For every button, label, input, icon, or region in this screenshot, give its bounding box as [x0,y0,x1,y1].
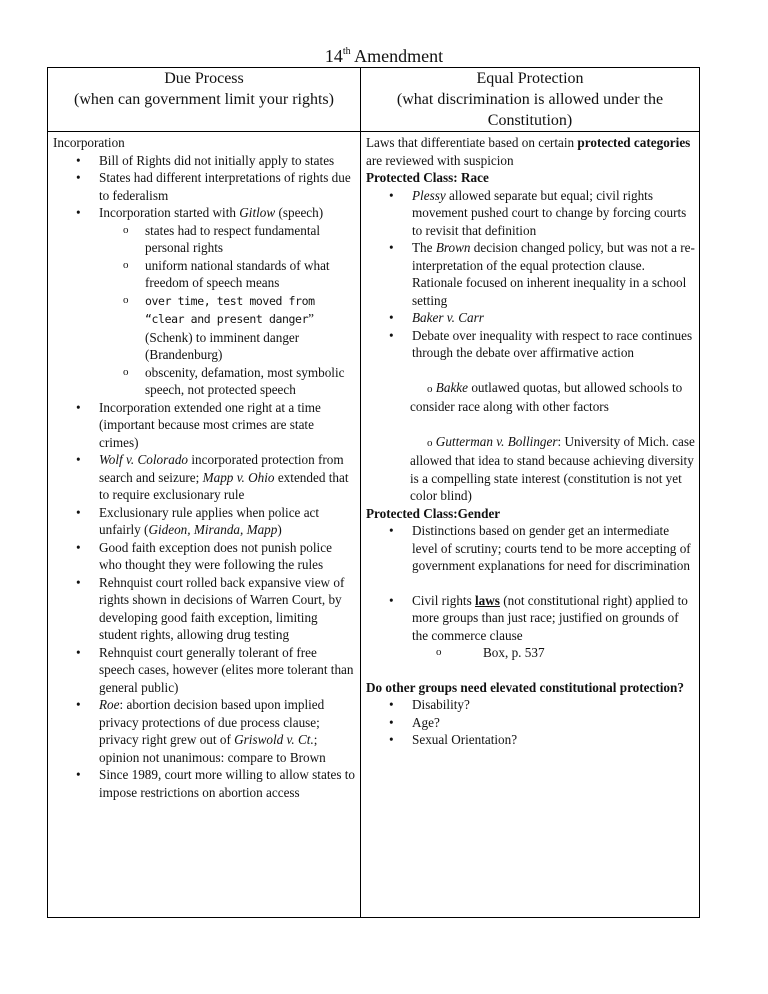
bakke-item: o Bakke outlawed quotas, but allowed schools to consider race along with other factors [410,379,683,414]
title-superscript: th [342,46,351,57]
list-item [366,696,695,714]
due-process-column [48,132,361,918]
sub-item [53,364,356,399]
item-text: Exclusionary rule applies when police act unfairly ( [99,504,320,537]
item-text: over time, test moved from “clear and present danger [145,293,315,326]
item-text: uniform national standards of what freedom of speech means [145,257,330,290]
gender-list [366,522,695,575]
item-text: obscenity, defamation, most symbolic speech, not protected speech [145,364,345,397]
item-text: Good faith exception does not punish police who thought they were following the rules [99,539,332,572]
list-item [366,239,695,309]
question-heading [366,679,695,697]
gitlow-sublist [53,222,356,399]
item-text: allowed separate but equal; civil rights movement pushed court to change by forcing courts to revisit that definition [412,187,687,238]
list-item [53,696,356,766]
item-text: ; opinion not unanimous: compare to Brown [99,732,326,765]
item-text: Laws that differentiate based on certain [366,135,578,150]
item-text: Since 1989, court more willing to allow states to impose restrictions on abortion access [99,767,356,800]
case-name: Baker v. Carr [412,310,484,325]
item-text: ” (Schenk) to imminent danger (Brandenburg) [145,311,314,362]
content-row [48,132,700,918]
title-text: Amendment [350,46,444,66]
item-text: ) [277,522,282,537]
sub-item [53,292,356,364]
item-text: incorporated protection from search and seizure; [99,452,344,485]
item-text: are reviewed with suspicion [366,152,514,168]
item-text: Rehnquist court generally tolerant of free speech cases, however (elites more tolerant than general public) [99,644,354,695]
item-text: Incorporation started with [99,205,240,220]
list-item [366,309,695,327]
item-text: : abortion decision based upon implied privacy protections of due process clause; privacy right grew out of [99,697,325,747]
due-process-list [53,152,356,802]
header-row [48,68,700,132]
title-number: 14 [324,46,343,66]
list-item [53,399,356,452]
item-text: Rehnquist court rolled back expansive view of rights shown in decisions of Warren Court, by developing good faith exception, limiting student rights, allowing drug testing [99,574,345,642]
page-title [0,44,768,68]
case-name: Roe [99,697,120,712]
item-text: Debate over inequality with respect to race continues through the debate over affirmative action [412,327,693,360]
list-item [53,539,356,574]
race-heading [366,169,695,187]
list-item [366,187,695,240]
list-item [53,169,356,204]
case-name: Griswold v. Ct. [234,732,314,747]
incorporation-heading: Incorporation [53,135,125,150]
race-list [366,187,695,362]
equal-protection-title: Equal Protection [476,70,584,87]
item-text: Age? [412,714,440,730]
civil-rights-list [366,592,695,662]
item-text: decision changed policy, but was not a re-interpretation of the equal protection clause. Rationale focused on inherent inequality in a school setting [412,240,695,308]
sub-item [53,222,356,257]
item-text: (speech) [275,205,324,220]
sub-item [366,644,695,662]
question-list [366,696,695,749]
bold-term: protected categories [577,135,691,150]
case-name: Gitlow [239,205,276,220]
item-text: Distinctions based on gender get an intermediate level of scrutiny; courts tend to be more accepting of government explanations for need for discrimination [412,523,691,573]
list-item [366,327,695,362]
case-name: Gutterman v. Bollinger [435,433,558,449]
list-item [366,731,695,749]
section-heading: Protected Class: Race [366,170,489,185]
list-item [53,152,356,170]
sub-item [53,257,356,292]
list-item [53,644,356,697]
item-text: extended that to require exclusionary rule [99,469,349,502]
due-process-subtitle: (when can government limit your rights) [74,91,334,108]
case-name: Bakke [435,379,469,395]
item-text: Civil rights [412,592,476,608]
due-process-title: Due Process [164,70,244,87]
citation: Box, p. 537 [483,645,545,660]
item-text: : University of Mich. case allowed that idea to stand because achieving diversity is a compelling state interest (constitution is not yet color blind) [410,433,695,503]
equal-protection-column [361,132,700,918]
case-name: Gideon, Miranda, Mapp [148,522,278,537]
amendment-table [47,67,700,918]
item-text: Incorporation extended one right at a time (important because most crimes are state crimes) [99,399,321,450]
case-name: Wolf v. Colorado [99,452,189,467]
intro-text [366,134,695,169]
item-text: The [412,240,436,255]
section-heading: Do other groups need elevated constitutional protection? [366,679,684,695]
box-sublist [366,644,695,662]
case-name: Brown [435,240,471,255]
list-item [53,204,356,399]
case-name: Plessy [412,187,446,203]
item-text: States had different interpretations of rights due to federalism [99,170,351,203]
case-name: Mapp v. Ohio [202,469,275,485]
equal-protection-header [361,68,700,132]
gender-heading [366,505,695,523]
item-text: (not constitutional right) applied to more groups than just race; justified on grounds of the commerce clause [412,592,688,643]
item-text: Sexual Orientation? [412,732,518,747]
item-text: Disability? [412,697,470,712]
item-text: Bill of Rights did not initially apply to states [99,152,335,168]
list-item [366,714,695,732]
list-item [366,522,695,575]
list-item [366,592,695,662]
section-heading: Protected Class:Gender [366,505,501,521]
list-item [53,574,356,644]
list-item [53,451,356,504]
bold-term: laws [475,592,500,608]
item-text: states had to respect fundamental personal rights [145,222,321,255]
list-item [53,504,356,539]
item-text: outlawed quotas, but allowed schools to consider race along with other factors [410,379,683,414]
list-item [53,766,356,801]
due-process-header [48,68,361,132]
gutterman-item: o Gutterman v. Bollinger: University of Mich. case allowed that idea to stand because achieving diversity is a compelling state interest (constitution is not yet color blind) [410,433,695,503]
equal-protection-subtitle: (what discrimination is allowed under the Constitution) [396,91,664,129]
